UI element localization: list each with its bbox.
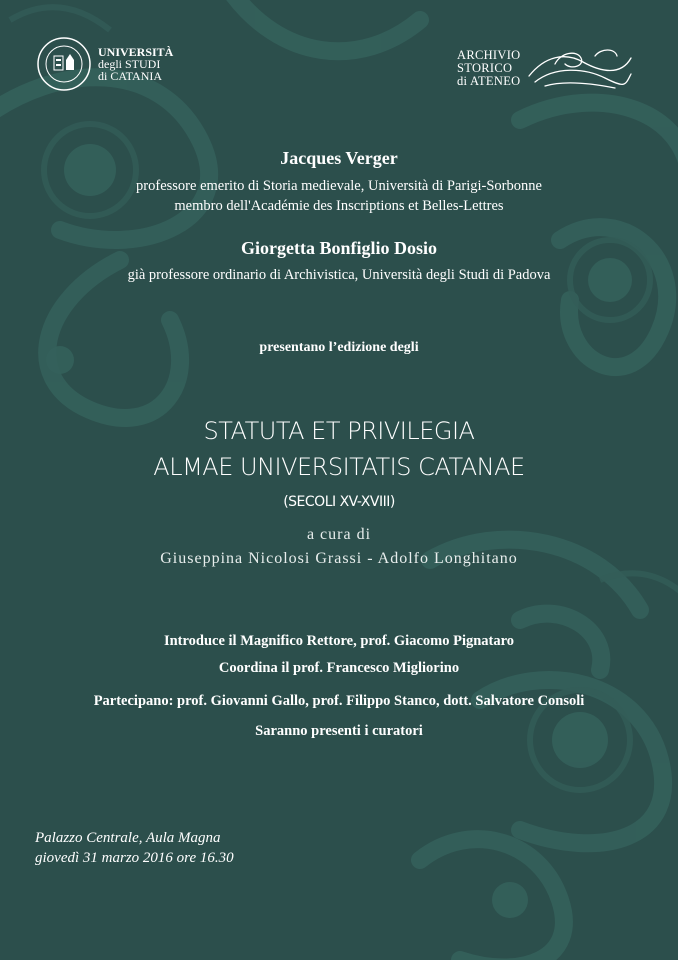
program-line-1: Introduce il Magnifico Rettore, prof. Giacomo Pignataro bbox=[163, 633, 515, 649]
archive-line1: ARCHIVIO bbox=[457, 47, 521, 62]
speaker-1-role-2: membro dell'Académie des Inscriptions et Belles-Lettres bbox=[174, 198, 504, 214]
venue-block bbox=[35, 828, 234, 868]
archive-line3: di ATENEO bbox=[457, 73, 521, 88]
university-line2: degli STUDI bbox=[98, 57, 161, 71]
venue-place: Palazzo Centrale, Aula Magna bbox=[35, 830, 221, 846]
program-line-2: Coordina il prof. Francesco Migliorino bbox=[218, 660, 460, 676]
archive-line2: STORICO bbox=[457, 60, 513, 75]
program-line-3: Partecipano: prof. Giovanni Gallo, prof. Filippo Stanco, dott. Salvatore Consoli bbox=[93, 693, 585, 709]
book-subtitle: (SECOLI XV-XVIII) bbox=[283, 494, 395, 510]
curated-label: a cura di bbox=[306, 526, 372, 543]
speaker-2-role-1: già professore ordinario di Archivistica, Università degli Studi di Padova bbox=[127, 267, 551, 283]
calligraphic-flourish-icon bbox=[525, 46, 635, 90]
program-line-4: Saranno presenti i curatori bbox=[255, 723, 423, 739]
book-title-line1: STATUTA ET PRIVILEGIA bbox=[203, 417, 475, 445]
speaker-1-role-1: professore emerito di Storia medievale, Università di Parigi-Sorbonne bbox=[136, 178, 542, 194]
curators: Giuseppina Nicolosi Grassi - Adolfo Longhitano bbox=[160, 550, 518, 567]
speaker-2-name: Giorgetta Bonfiglio Dosio bbox=[241, 238, 437, 258]
book-title-line2: ALMAE UNIVERSITATIS CATANAE bbox=[153, 453, 525, 481]
archive-logo bbox=[457, 46, 635, 90]
university-seal-icon bbox=[36, 36, 92, 92]
speaker-1-name: Jacques Verger bbox=[280, 148, 398, 168]
university-logo bbox=[36, 36, 173, 92]
intro-text: presentano l’edizione degli bbox=[259, 340, 419, 355]
university-line1: UNIVERSITÀ bbox=[98, 45, 174, 59]
venue-date: giovedì 31 marzo 2016 ore 16.30 bbox=[35, 850, 234, 866]
university-line3: di CATANIA bbox=[98, 69, 163, 83]
